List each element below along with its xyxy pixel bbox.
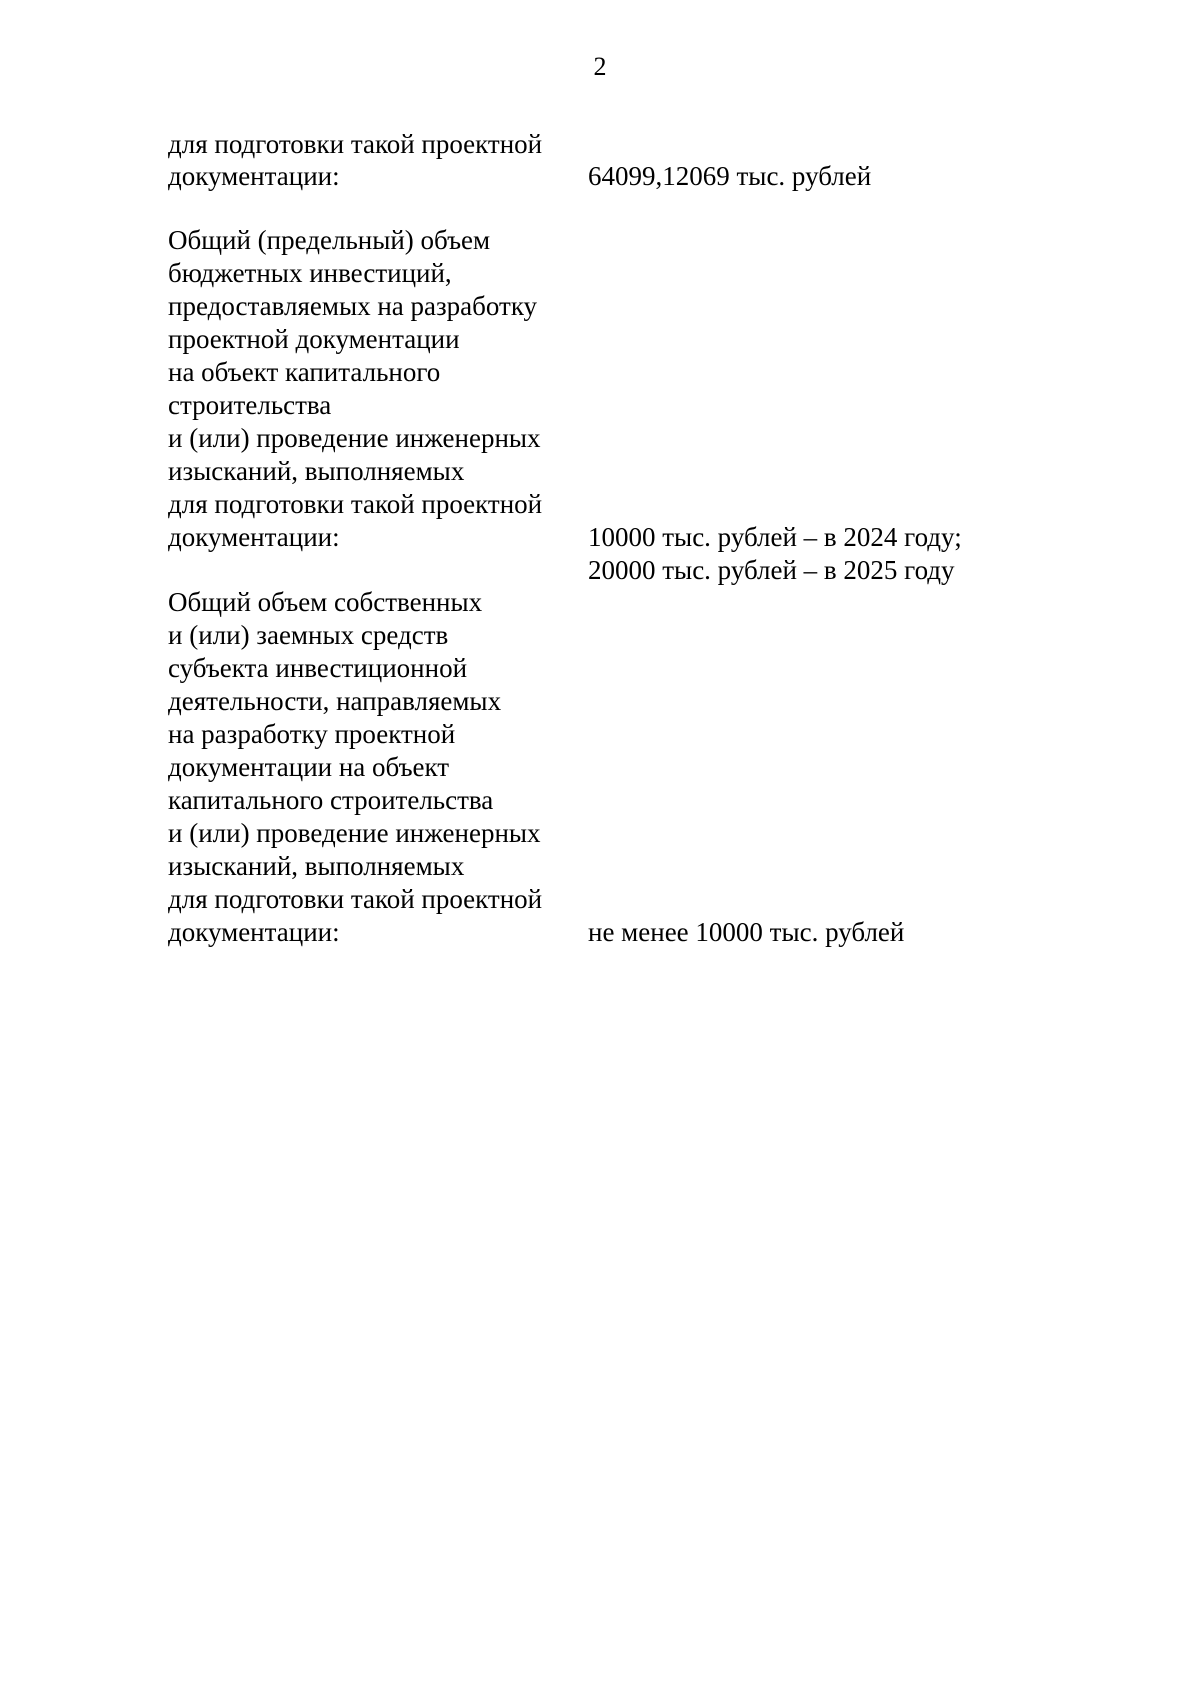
section-3-label-line-8: и (или) проведение инженерных (168, 818, 541, 848)
section-3-label-line-4: деятельности, направляемых (168, 686, 502, 716)
section-3-label-line-11: документации: (168, 917, 340, 947)
section-3-label-line-1: Общий объем собственных (168, 587, 483, 617)
section-1-value-line-1: 64099,12069 тыс. рублей (588, 161, 872, 191)
section-2-label-line-2: бюджетных инвестиций, (168, 258, 452, 288)
section-2-label-line-7: и (или) проведение инженерных (168, 423, 541, 453)
section-2-label-line-1: Общий (предельный) объем (168, 225, 491, 255)
section-3-label-line-7: капитального строительства (168, 785, 494, 815)
section-3-label-line-5: на разработку проектной (168, 719, 456, 749)
section-2-label-line-6: строительства (168, 390, 332, 420)
section-2-label-line-8: изысканий, выполняемых (168, 456, 465, 486)
section-3-label-line-9: изысканий, выполняемых (168, 851, 465, 881)
section-1-label-line-1: для подготовки такой проектной (168, 129, 543, 159)
section-3-label-line-10: для подготовки такой проектной (168, 884, 543, 914)
section-2-label-line-4: проектной документации (168, 324, 460, 354)
section-2-value-line-1: 10000 тыс. рублей – в 2024 году; (588, 522, 962, 552)
section-2-label-line-3: предоставляемых на разработку (168, 291, 538, 321)
section-3-label-line-3: субъекта инвестиционной (168, 653, 468, 683)
section-1-label-line-2: документации: (168, 161, 340, 191)
section-3-value-line-1: не менее 10000 тыс. рублей (588, 917, 905, 947)
section-3-label-line-2: и (или) заемных средств (168, 620, 449, 650)
section-2-value-line-2: 20000 тыс. рублей – в 2025 году (588, 555, 955, 585)
section-2-label-line-10: документации: (168, 522, 340, 552)
section-3-label-line-6: документации на объект (168, 752, 450, 782)
section-2-label-line-9: для подготовки такой проектной (168, 489, 543, 519)
page-number: 2 (593, 52, 607, 81)
section-2-label-line-5: на объект капитального (168, 357, 441, 387)
